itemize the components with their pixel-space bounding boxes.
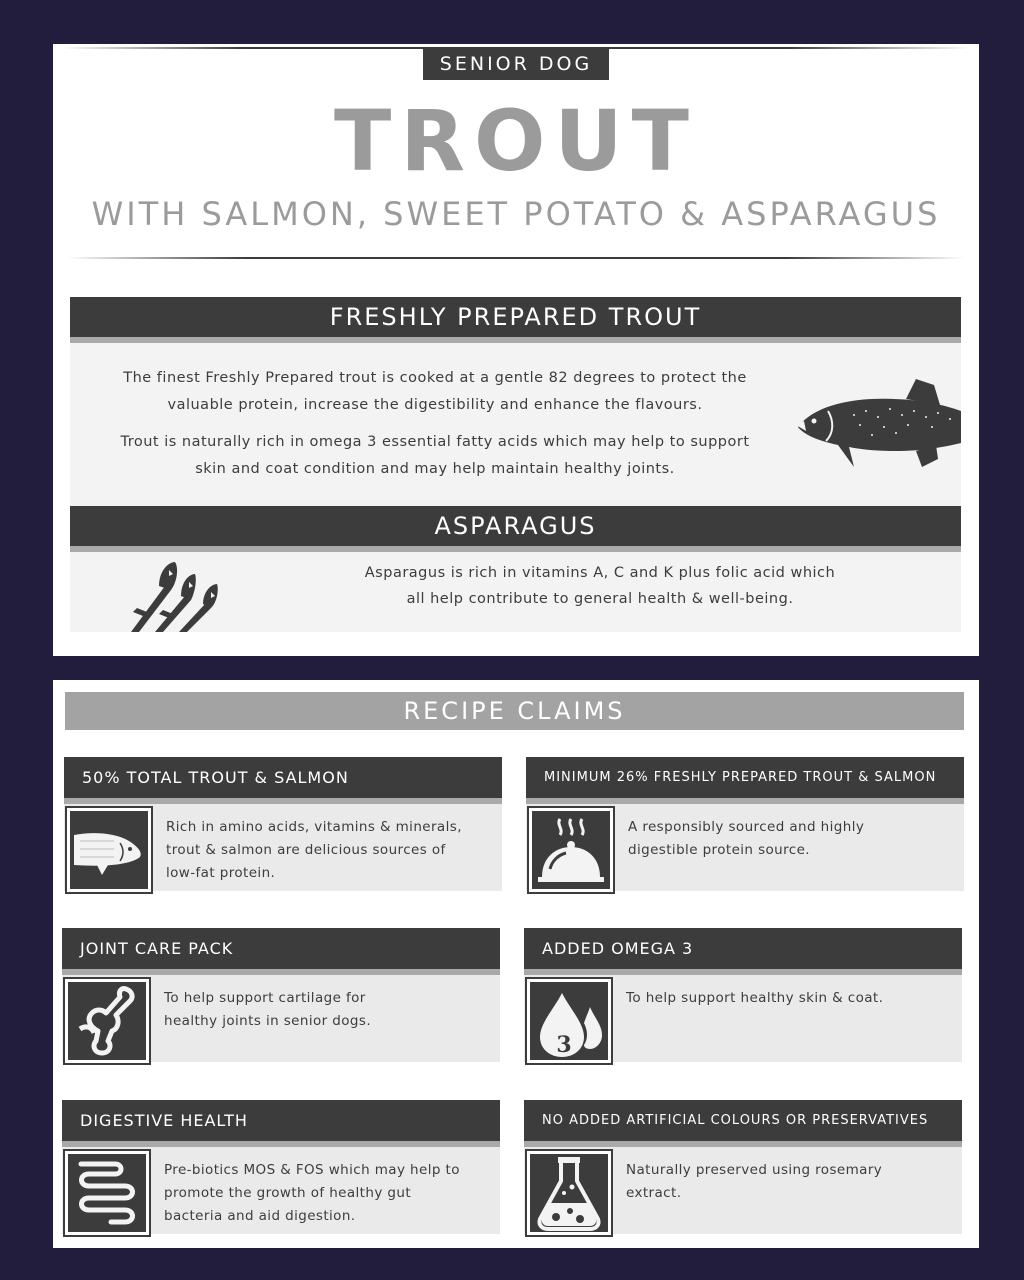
salmon-icon	[67, 808, 151, 892]
claim-description: Rich in amino acids, vitamins & minerals, trout & salmon are delicious sources of low-fat protein.	[166, 819, 462, 881]
omega-number: 3	[556, 1032, 572, 1058]
asparagus-icon	[125, 560, 235, 632]
asparagus-paragraph: Asparagus is rich in vitamins A, C and K plus folic acid which all help contribute to general health & well-being.	[364, 565, 836, 607]
recipe-claims-heading: RECIPE CLAIMS	[65, 692, 964, 730]
product-title: TROUT	[334, 92, 698, 190]
trout-section-heading: FRESHLY PREPARED TROUT	[70, 297, 961, 343]
claim-card-minimum-fresh-trout	[526, 757, 964, 891]
claim-title: 50% TOTAL TROUT & SALMON	[64, 757, 502, 804]
claim-card-joint-care	[62, 928, 500, 1062]
claim-card-no-artificial	[524, 1100, 962, 1234]
claim-card-digestive-health	[62, 1100, 500, 1234]
trout-paragraph-2: Trout is naturally rich in omega 3 essential fatty acids which may help to support skin and coat condition and may help maintain healthy joints.	[120, 434, 750, 477]
asparagus-section-body	[70, 552, 961, 632]
title-divider	[67, 257, 965, 259]
claim-description: To help support healthy skin & coat.	[626, 990, 884, 1006]
claim-description: To help support cartilage for healthy joints in senior dogs.	[164, 990, 372, 1029]
flask-icon	[527, 1151, 611, 1235]
claim-title: ADDED OMEGA 3	[524, 928, 962, 975]
joint-icon	[65, 979, 149, 1063]
claim-title: NO ADDED ARTIFICIAL COLOURS OR PRESERVATIVES	[524, 1100, 962, 1147]
claim-description: Pre-biotics MOS & FOS which may help to promote the growth of healthy gut bacteria and aid digestion.	[164, 1162, 460, 1224]
trout-section-body	[70, 343, 961, 506]
omega-drops-icon	[527, 979, 611, 1063]
claim-title: MINIMUM 26% FRESHLY PREPARED TROUT & SALMON	[526, 757, 964, 804]
senior-dog-badge: SENIOR DOG	[423, 48, 609, 80]
claim-description: A responsibly sourced and highly digestible protein source.	[628, 819, 865, 858]
recipe-claims-panel	[53, 680, 979, 1248]
cloche-icon	[529, 808, 613, 892]
claim-card-added-omega-3	[524, 928, 962, 1062]
intestine-icon	[65, 1151, 149, 1235]
claim-title: JOINT CARE PACK	[62, 928, 500, 975]
product-header-panel	[53, 44, 979, 656]
product-subtitle: WITH SALMON, SWEET POTATO & ASPARAGUS	[91, 195, 941, 233]
claim-title: DIGESTIVE HEALTH	[62, 1100, 500, 1147]
trout-paragraph-1: The finest Freshly Prepared trout is cooked at a gentle 82 degrees to protect the valuable protein, increase the digestibility and enhance the flavours.	[123, 370, 747, 413]
claim-description: Naturally preserved using rosemary extract.	[626, 1162, 883, 1201]
fish-icon	[794, 375, 961, 467]
claim-card-total-trout-salmon	[64, 757, 502, 891]
asparagus-section-heading: ASPARAGUS	[70, 506, 961, 552]
